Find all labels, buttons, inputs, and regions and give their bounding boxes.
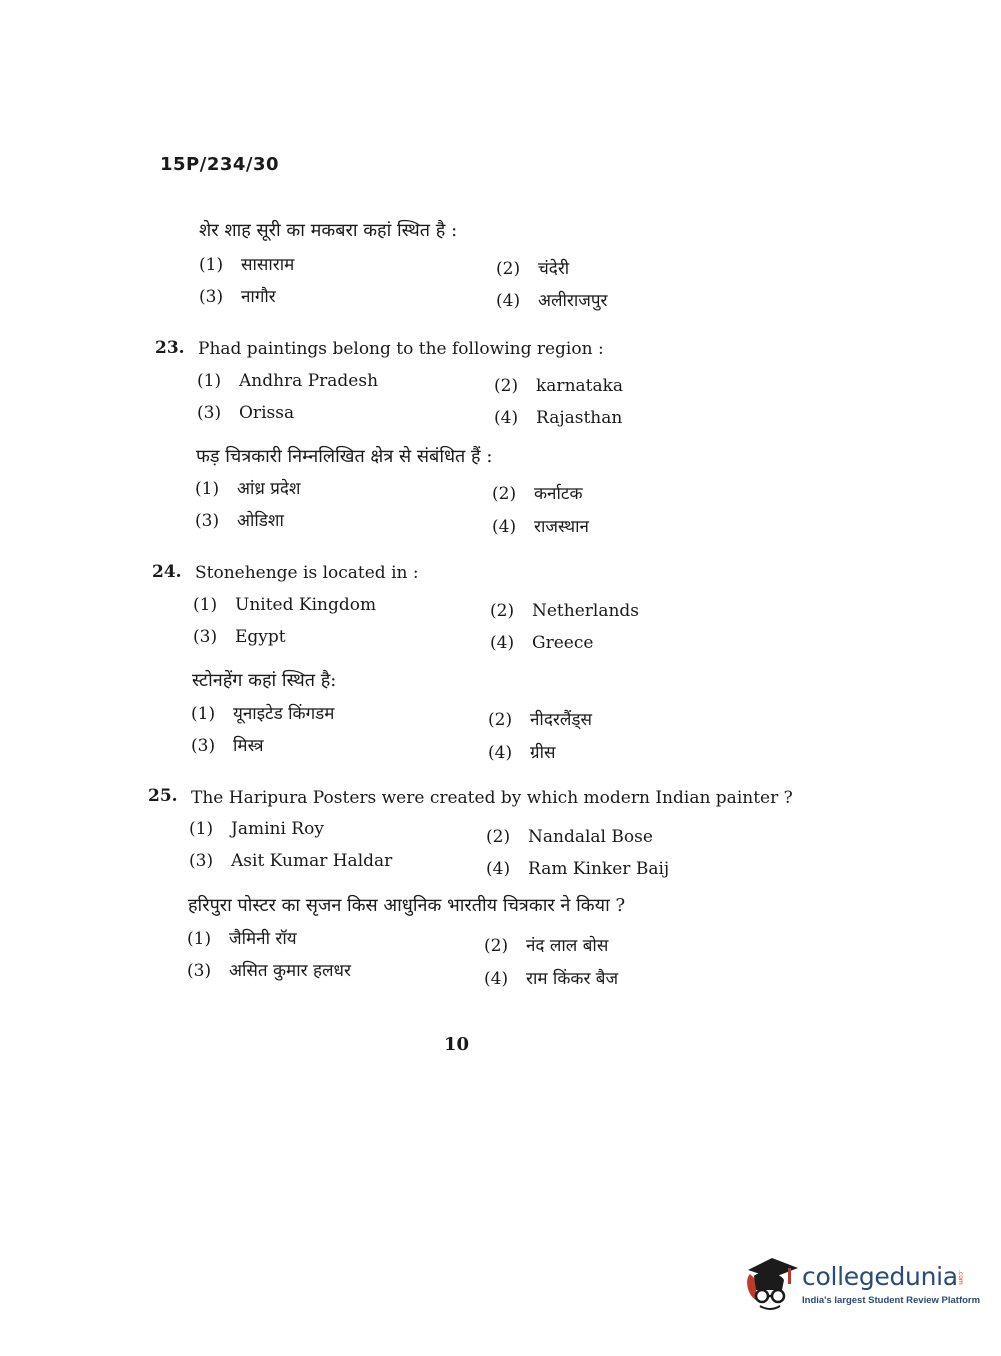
q25-hindi-option-4: (4) राम किंकर बैज xyxy=(484,969,619,989)
q24-hindi-option-4: (4) ग्रीस xyxy=(488,743,556,763)
collegedunia-logo xyxy=(742,1250,981,1314)
q23-hindi-option-1: (1) आंध्र प्रदेश xyxy=(195,479,301,499)
q25-hindi-option-2: (2) नंद लाल बोस xyxy=(484,936,609,956)
question-24-hindi-text: स्टोनहेंग कहां स्थित है: xyxy=(192,670,337,691)
q24-option-3: (3) Egypt xyxy=(193,627,286,647)
question-23-hindi-text: फड़ चित्रकारी निम्नलिखित क्षेत्र से संबंधित हैं : xyxy=(196,446,493,467)
q25-option-3: (3) Asit Kumar Haldar xyxy=(189,851,393,871)
q23-option-2: (2) karnataka xyxy=(494,376,624,396)
q24-option-2: (2) Netherlands xyxy=(490,601,640,621)
q25-option-2: (2) Nandalal Bose xyxy=(486,827,653,847)
q23-option-3: (3) Orissa xyxy=(197,403,295,423)
paper-code: 15P/234/30 xyxy=(160,154,280,175)
question-25-text: The Haripura Posters were created by which modern Indian painter ? xyxy=(191,788,793,808)
q23-option-1: (1) Andhra Pradesh xyxy=(197,371,379,391)
brand-tagline: India's largest Student Review Platform xyxy=(802,1295,981,1306)
q22-hindi-option-2: (2) चंदेरी xyxy=(496,259,570,279)
q23-hindi-option-2: (2) कर्नाटक xyxy=(492,484,583,504)
question-23-number: 23. xyxy=(155,338,185,358)
q22-hindi-option-3: (3) नागौर xyxy=(199,287,276,307)
q25-option-4: (4) Ram Kinker Baij xyxy=(486,859,670,879)
student-mascot-icon xyxy=(742,1250,800,1314)
brand-suffix: .com xyxy=(957,1270,964,1285)
q24-hindi-option-3: (3) मिस्त्र xyxy=(191,736,264,756)
q25-option-1: (1) Jamini Roy xyxy=(189,819,324,839)
question-22-hindi-text: शेर शाह सूरी का मकबरा कहां स्थित है : xyxy=(199,220,458,241)
q22-hindi-option-4: (4) अलीराजपुर xyxy=(496,291,608,311)
q23-hindi-option-3: (3) ओडिशा xyxy=(195,511,284,531)
question-23-text: Phad paintings belong to the following region : xyxy=(198,339,604,359)
question-25-hindi-text: हरिपुरा पोस्टर का सृजन किस आधुनिक भारतीय चित्रकार ने किया ? xyxy=(188,895,626,916)
q24-option-1: (1) United Kingdom xyxy=(193,595,377,615)
question-24-text: Stonehenge is located in : xyxy=(195,563,419,583)
q23-hindi-option-4: (4) राजस्थान xyxy=(492,517,589,537)
q24-hindi-option-1: (1) यूनाइटेड किंगडम xyxy=(191,704,335,724)
page-number: 10 xyxy=(444,1034,470,1055)
q24-option-4: (4) Greece xyxy=(490,633,594,653)
question-25-number: 25. xyxy=(148,786,178,806)
q24-hindi-option-2: (2) नीदरलैंड्स xyxy=(488,710,592,730)
question-24-number: 24. xyxy=(152,562,182,582)
q22-hindi-option-1: (1) सासाराम xyxy=(199,255,295,275)
brand-name: collegedunia xyxy=(802,1262,958,1291)
q25-hindi-option-1: (1) जैमिनी रॉय xyxy=(187,929,297,949)
q23-option-4: (4) Rajasthan xyxy=(494,408,623,428)
q25-hindi-option-3: (3) असित कुमार हलधर xyxy=(187,961,351,981)
